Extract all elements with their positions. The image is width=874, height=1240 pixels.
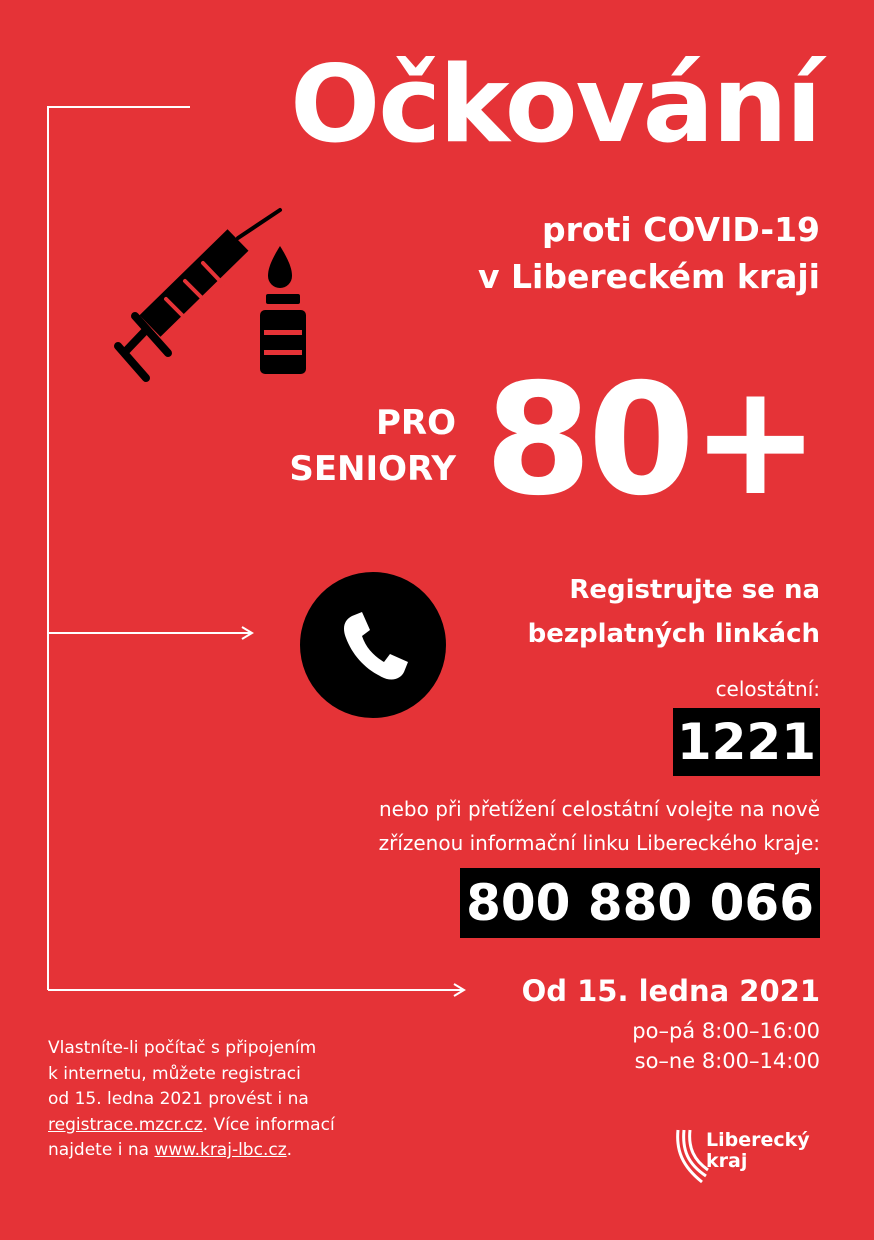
opening-hours — [632, 1016, 820, 1076]
regional-line-info — [379, 792, 820, 860]
online-line-4 — [48, 1113, 335, 1139]
start-date: Od 15. ledna 2021 — [521, 974, 820, 1008]
registration-link[interactable]: registrace.mzcr.cz — [48, 1114, 203, 1135]
logo-line-1: Liberecký — [706, 1129, 810, 1151]
registration-heading — [528, 568, 820, 656]
syringe-icon — [118, 210, 280, 378]
phone-icon — [300, 572, 446, 718]
info-line-2: zřízenou informační linku Libereckého kraje: — [378, 831, 820, 855]
online-line-1: Vlastníte-li počítač s připojením — [48, 1038, 317, 1058]
registration-heading-line-2: bezplatných linkách — [527, 619, 820, 649]
online-line-5-pre: najdete i na — [48, 1140, 155, 1160]
audience-line-1: PRO — [375, 403, 456, 443]
logo-text — [706, 1130, 810, 1172]
poster-title: Očkování — [290, 43, 820, 166]
registration-heading-line-1: Registrujte se na — [569, 575, 820, 605]
online-line-5 — [48, 1138, 335, 1164]
audience-label — [289, 400, 456, 492]
subtitle-line-2: v Libereckém kraji — [478, 257, 820, 296]
online-line-3: od 15. ledna 2021 provést i na — [48, 1089, 309, 1109]
audience-line-2: SENIORY — [289, 449, 456, 489]
liberec-region-logo — [672, 1126, 832, 1186]
info-line-1: nebo při přetížení celostátní volejte na nově — [378, 797, 820, 821]
online-registration-note — [48, 1036, 335, 1164]
hours-weekdays: po–pá 8:00–16:00 — [632, 1019, 820, 1043]
logo-line-2: kraj — [706, 1150, 748, 1172]
hours-weekend: so–ne 8:00–14:00 — [634, 1049, 820, 1073]
age-limit: 80+ — [484, 351, 816, 530]
national-line-label: celostátní: — [715, 677, 820, 701]
online-line-2: k internetu, můžete registraci — [48, 1063, 301, 1084]
online-line-5-post: . — [286, 1140, 293, 1160]
region-website-link[interactable]: www.kraj-lbc.cz — [154, 1140, 287, 1160]
national-phone-number: 1221 — [673, 708, 820, 776]
online-line-4-rest: . Více informací — [202, 1114, 335, 1135]
subtitle-line-1: proti COVID-19 — [542, 210, 820, 249]
regional-phone-number: 800 880 066 — [460, 868, 820, 938]
vaccine-vial-icon — [260, 246, 306, 374]
